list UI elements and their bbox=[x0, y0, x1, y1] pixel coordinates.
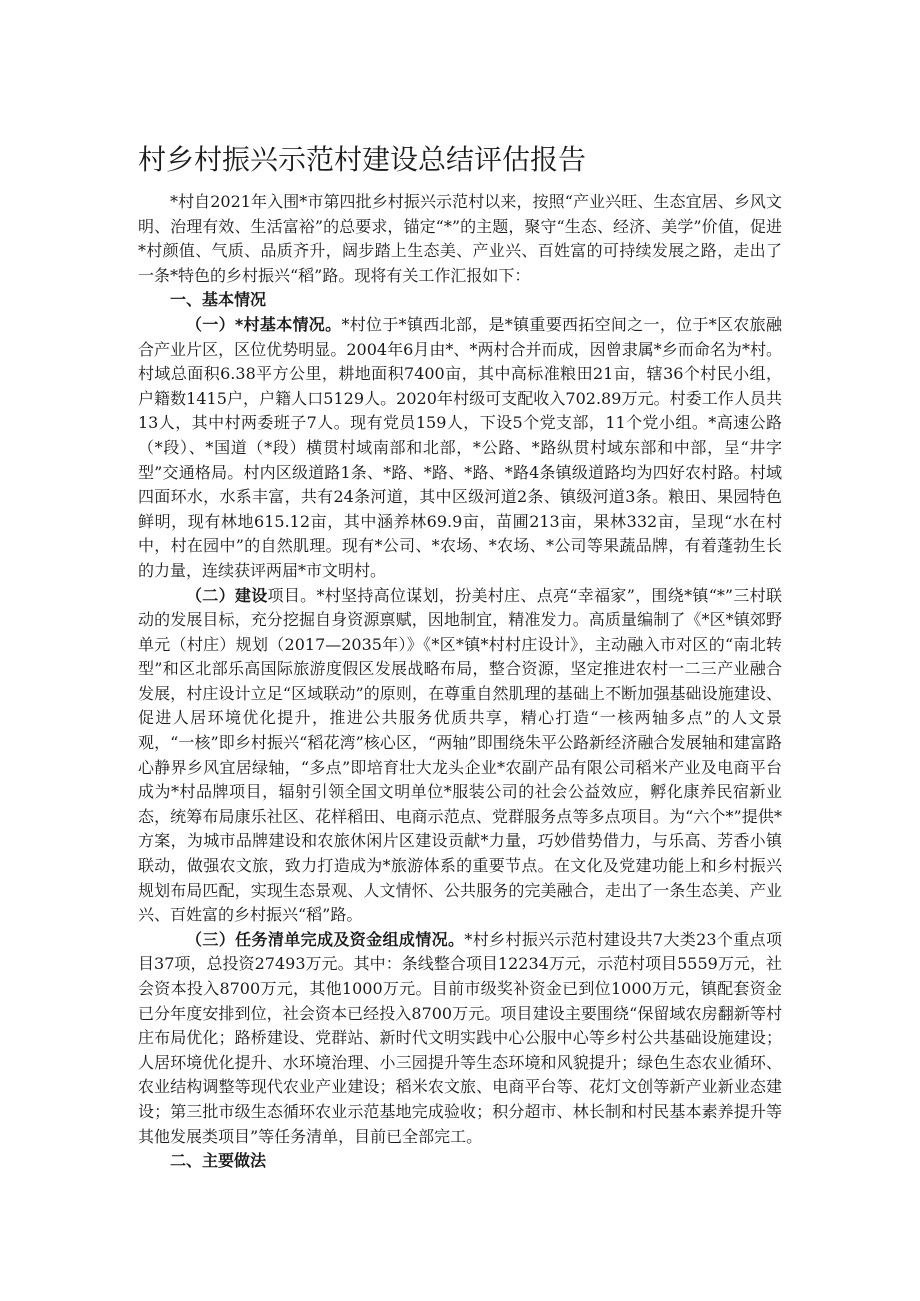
intro-paragraph: *村自2021年入围*市第四批乡村振兴示范村以来，按照“产业兴旺、生态宜居、乡风文明、治理有效、生活富裕”的总要求，锚定“*”的主题，聚守“生态、经济、美学”价值，促进*村颜值、气质、品质齐升，阔步踏上生态美、产业兴、百姓富的可持续发展之路，走出了一条*特色的乡村振兴“稻”路。现将有关工作汇报如下： bbox=[138, 192, 782, 285]
section-heading-basic-info: 一、基本情况 bbox=[170, 290, 267, 310]
paragraph-village-basics bbox=[138, 313, 782, 584]
paragraph-lead: （三）任务清单完成及资金组成情况。 bbox=[186, 929, 465, 949]
paragraph-body: *村乡村振兴示范村建设共7大类23个重点项目37项，总投资27493万元。其中：条线整合项目12234万元，示范村项目5559万元，社会资本投入8700万元，其他1000万元。目前市级奖补资金已到位1000万元，镇配套资金已分年度安排到位，社会资本已经投入8700万元。项目建设主要围绕“保留域农房翻新等村庄布局优化；路桥建设、党群站、新时代文明实践中心公服中心等乡村公共基础设施建设；人居环境优化提升、水环境治理、小三园提升等生态环境和风貌提升；绿色生态农业循环、农业结构调整等现代农业产业建设；稻米农文旅、电商平台等、花灯文创等新产业新业态建设；第三批市级生态循环农业示范基地完成验收；积分超市、林长制和村民基本素养提升等其他发展类项目”等任务清单，目前已全部完工。 bbox=[138, 929, 782, 1146]
paragraph-lead: （一）*村基本情况。 bbox=[186, 314, 342, 334]
paragraph-body: 项目。*村坚持高位谋划，扮美村庄、点亮“幸福家”，围绕*镇“*”三村联动的发展目标，充分挖掘自身资源禀赋，因地制宜，精准发力。高质量编制了《*区*镇郊野单元（村庄）规划（2017—2035年）》《*区*镇*村村庄设计》，主动融入市对区的“南北转型”和区北部乐高国际旅游度假区发展战略布局，整合资源，坚定推进农村一二三产业融合发展，村庄设计立足“区域联动”的原则，在尊重自然肌理的基础上不断加强基础设施建设、促进人居环境优化提升，推进公共服务优质共享，精心打造“一核两轴多点”的人文景观，“一核”即乡村振兴“稻花湾”核心区，“两轴”即围绕朱平公路新经济融合发展轴和建富路心静界乡风宜居绿轴，“多点”即培育壮大龙头企业*农副产品有限公司稻米产业及电商平台成为*村品牌项目，辐射引领全国文明单位*服装公司的社会公益效应，孵化康养民宿新业态，统筹布局康乐社区、花样稻田、电商示范点、党群服务点等多点项目。为“六个*”提供*方案，为城市品牌建设和农旅休闲片区建设贡献*力量，巧妙借势借力，与乐高、芳香小镇联动，做强农文旅，致力打造成为*旅游体系的重要节点。在文化及党建功能上和乡村振兴规划布局匹配，实现生态景观、人文情怀、公共服务的完美融合，走出了一条生态美、产业兴、百姓富的乡村振兴“稻”路。 bbox=[138, 585, 782, 925]
paragraph-construction-projects bbox=[138, 584, 782, 928]
paragraph-task-funding bbox=[138, 928, 782, 1149]
paragraph-body: *村位于*镇西北部，是*镇重要西拓空间之一，位于*区农旅融合产业片区，区位优势明显。2004年6月由*、*两村合并而成，因曾隶属*乡而命名为*村。村域总面积6.38平方公里，耕地面积7400亩，其中高标准粮田21亩，辖36个村民小组，户籍数1415户，户籍人口5129人。2020年村级可支配收入702.89万元。村委工作人员共13人，其中村两委班子7人。现有党员159人，下设5个党支部，11个党小组。*高速公路（*段）、*国道（*段）横贯村域南部和北部，*公路、*路纵贯村域东部和中部，呈“井字型”交通格局。村内区级道路1条、*路、*路、*路、*路4条镇级道路均为四好农村路。村域四面环水，水系丰富，共有24条河道，其中区级河道2条、镇级河道3条。粮田、果园特色鲜明，现有林地615.12亩，其中涵养林69.9亩，苗圃213亩，果林332亩，呈现“水在村中，村在园中”的自然肌理。现有*公司、*农场、*农场、*公司等果蔬品牌，有着蓬勃生长的力量，连续获评两届*市文明村。 bbox=[138, 314, 782, 580]
document-title: 村乡村振兴示范村建设总结评估报告 bbox=[138, 143, 587, 176]
paragraph-lead: （二）建设 bbox=[186, 585, 268, 605]
section-heading-main-practices: 二、主要做法 bbox=[170, 1151, 267, 1171]
